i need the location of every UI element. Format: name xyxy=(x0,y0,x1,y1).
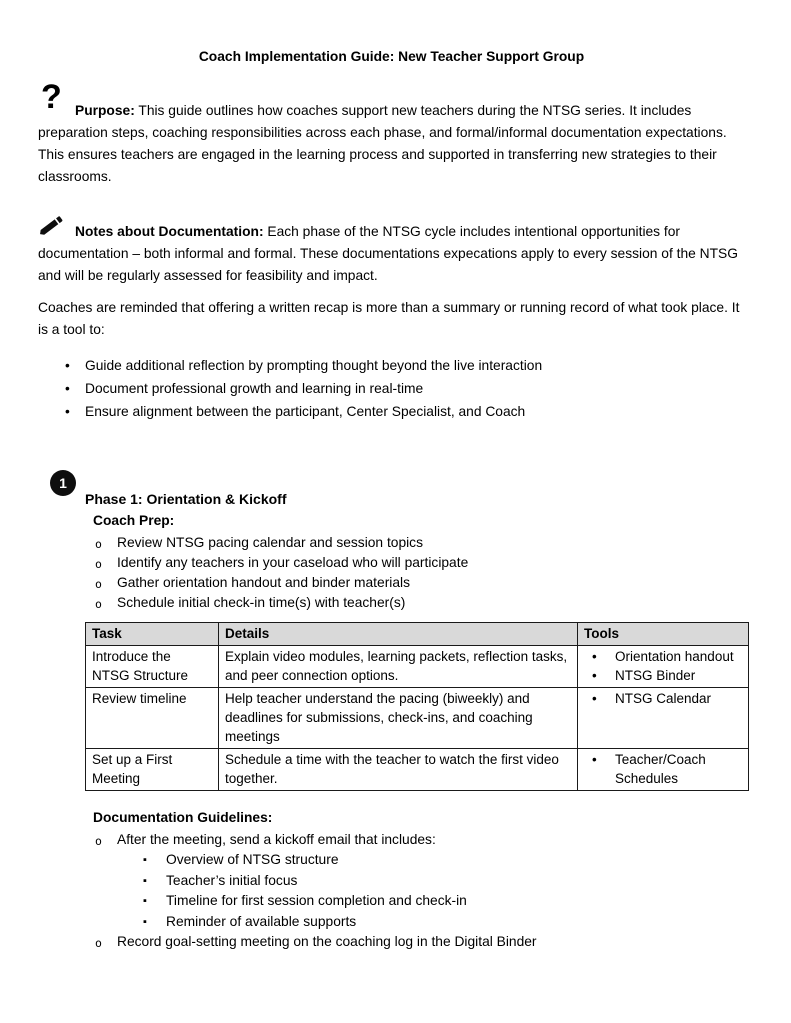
table-row xyxy=(86,646,749,688)
list-item: • Orientation handout xyxy=(584,647,742,666)
column-header-tools: Tools xyxy=(578,623,749,646)
task-cell: Introduce the NTSG Structure xyxy=(86,646,219,688)
doc-item-text: Record goal-setting meeting on the coaching log in the Digital Binder xyxy=(117,934,537,949)
tools-cell xyxy=(578,749,749,791)
list-item: • Teacher/Coach Schedules xyxy=(584,750,742,788)
tools-list xyxy=(584,647,742,685)
tools-cell xyxy=(578,646,749,688)
purpose-text: This guide outlines how coaches support new teachers during the NTSG series. It includes preparation steps, coaching responsibilities across each phase, and formal/informal documentation expectations. This ensures teachers are engaged in the learning process and supported in transferring new strategies to their classrooms. xyxy=(38,103,727,184)
list-item xyxy=(38,932,745,952)
list-item xyxy=(38,830,745,932)
list-item: o Gather orientation handout and binder materials xyxy=(38,573,745,593)
recap-bullet-list xyxy=(38,354,745,423)
notes-paragraph xyxy=(38,221,745,287)
task-cell: Set up a First Meeting xyxy=(86,749,219,791)
list-item: • NTSG Binder xyxy=(584,666,742,685)
tools-list xyxy=(584,750,742,788)
list-item: • NTSG Calendar xyxy=(584,689,742,708)
question-mark-icon: ? xyxy=(41,78,62,116)
recap-intro: Coaches are reminded that offering a written recap is more than a summary or running record of what took place. It is a tool to: xyxy=(38,300,740,337)
column-header-task: Task xyxy=(86,623,219,646)
phase1-task-table xyxy=(85,622,749,791)
doc-item-text: After the meeting, send a kickoff email that includes: xyxy=(117,832,436,847)
documentation-guidelines-list xyxy=(38,830,745,952)
phase1-number-badge: 1 xyxy=(50,470,76,496)
list-item: ▪ Teacher’s initial focus xyxy=(117,871,745,892)
documentation-guidelines-label: Documentation Guidelines: xyxy=(93,810,273,825)
kickoff-email-sublist xyxy=(117,850,745,932)
purpose-paragraph xyxy=(38,78,745,188)
purpose-label: Purpose: xyxy=(75,103,135,118)
list-item: • Ensure alignment between the participant, Center Specialist, and Coach xyxy=(38,400,745,423)
documentation-guidelines-section xyxy=(38,807,745,952)
details-cell: Explain video modules, learning packets, reflection tasks, and peer connection options. xyxy=(219,646,578,688)
list-item: o Review NTSG pacing calendar and session topics xyxy=(38,533,745,553)
list-item: o Schedule initial check-in time(s) with teacher(s) xyxy=(38,593,745,613)
pen-icon xyxy=(38,212,65,246)
tools-cell xyxy=(578,688,749,749)
table-row xyxy=(86,688,749,749)
list-item: ▪ Timeline for first session completion and check-in xyxy=(117,891,745,912)
list-item: ▪ Overview of NTSG structure xyxy=(117,850,745,871)
details-cell: Help teacher understand the pacing (biweekly) and deadlines for submissions, check-ins, and coaching meetings xyxy=(219,688,578,749)
coach-prep-label: Coach Prep: xyxy=(93,513,175,528)
notes-text: Each phase of the NTSG cycle includes intentional opportunities for documentation – both informal and formal. These documentations expecations apply to every session of the NTSG and will be regularly assessed for feasibility and impact. xyxy=(38,224,738,283)
phase1-header xyxy=(38,475,745,510)
coach-prep-list xyxy=(38,533,745,613)
list-item: • Document professional growth and learning in real-time xyxy=(38,377,745,400)
table-header-row xyxy=(86,623,749,646)
list-item: o Identify any teachers in your caseload who will participate xyxy=(38,553,745,573)
details-cell: Schedule a time with the teacher to watch the first video together. xyxy=(219,749,578,791)
notes-label: Notes about Documentation: xyxy=(75,224,264,239)
task-cell: Review timeline xyxy=(86,688,219,749)
page-title: Coach Implementation Guide: New Teacher Support Group xyxy=(198,49,585,64)
list-item: • Guide additional reflection by prompting thought beyond the live interaction xyxy=(38,354,745,377)
list-item: ▪ Reminder of available supports xyxy=(117,912,745,933)
column-header-details: Details xyxy=(219,623,578,646)
tools-list xyxy=(584,689,742,708)
table-row xyxy=(86,749,749,791)
phase1-heading: Phase 1: Orientation & Kickoff xyxy=(85,491,287,507)
